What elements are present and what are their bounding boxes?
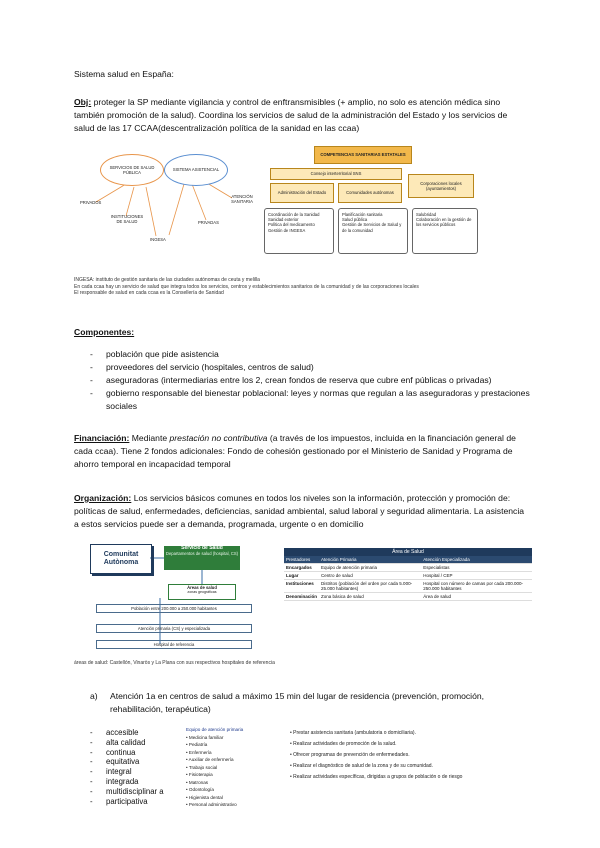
feature-item: - accesible: [90, 728, 180, 738]
table-cell: Instituciones: [284, 580, 319, 593]
team-item: • Odontología: [186, 787, 214, 792]
objective-paragraph: [74, 96, 528, 135]
list-estado-item: Sanidad exterior: [268, 217, 299, 223]
list-ccaa: [338, 208, 408, 254]
table-cell: Denominación: [286, 594, 318, 599]
ellipse-sistema-asistencial: SISTEMA ASISTENCIAL: [164, 154, 228, 186]
areas-sub: zonas geográficas: [187, 590, 217, 595]
financiacion-pre: Mediante: [129, 433, 170, 443]
function-item: • Ofrecer programas de prevención de enfermedades.: [290, 752, 410, 758]
table-cell: Lugar: [284, 572, 319, 580]
objective-text: proteger la SP mediante vigilancia y control de enftransmisibles (+ amplio, no solo es atención médica sino también promoción de la salud). Coordina los servicios de salud de la administración del Estado y los servicios de salud de las 17 CCAA(descentralización política de la sanidad en las ccaa): [74, 97, 508, 133]
team-item: • Medicina familiar: [186, 734, 224, 740]
list-corp-item: Colaboración en la gestión de los servicios públicos: [416, 217, 472, 228]
feature-item: - equitativa: [90, 757, 180, 767]
box-comunitat: Comunitat Autònoma: [90, 544, 152, 574]
function-item: • Realizar actividades de promoción de la salud.: [290, 741, 397, 747]
team-item: • Pediatría: [186, 742, 208, 747]
team-item: • Trabajo social: [186, 764, 218, 770]
table-cell: Zona básica de salud: [319, 593, 421, 601]
ellipse-salud-publica: SERVICIOS DE SALUD PÚBLICA: [100, 154, 164, 186]
diagram-health-services: [74, 150, 260, 252]
financiacion-label: Financiación:: [74, 433, 130, 443]
financiacion-post: (a través de los impuestos, incluida en la financiación general de cada ccaa). Tiene 2 fondos adicionales: Fondo de cohesión gestionado por el Ministerio de Sanidad y Programa de ahorro temporal en incapacidad temporal: [74, 433, 516, 469]
areas-title: Áreas de salud: [187, 585, 217, 590]
box-estado: Administración del Estado: [270, 183, 334, 203]
list-ccaa-item: Gestión de Servicios de Salud y de la comunidad: [342, 222, 402, 233]
feature-item: - participativa: [90, 797, 180, 807]
list-corporaciones: [412, 208, 478, 254]
table-row: [284, 580, 532, 593]
list-item: - gobierno responsable del bienestar poblacional: leyes y normas que regulan a las aseguradoras y prestaciones sociales: [90, 387, 530, 413]
list-corp-item: Salubridad: [416, 212, 437, 217]
feature-item: - integrada: [90, 777, 180, 787]
financiacion-paragraph: [74, 432, 526, 471]
box-servicio-salud: [164, 546, 240, 570]
organizacion-label: Organización:: [74, 493, 132, 503]
table-header: Atención Especializada: [421, 556, 532, 564]
table-cell: Hospital / CEP: [421, 572, 532, 580]
team-title: Equipo de atención primaria: [186, 727, 244, 732]
table-row: [284, 593, 532, 601]
team-list: [186, 726, 276, 809]
team-item: • Personal administrativo: [186, 802, 237, 807]
node-atencion: ATENCIÓN SANITARIA: [231, 194, 253, 205]
table-header: Atención Primaria: [319, 556, 421, 564]
functions-list: [290, 728, 530, 783]
list-item: - proveedores del servicio (hospitales, centros de salud): [90, 361, 530, 374]
node-instituciones: INSTITUCIONES DE SALUD: [110, 214, 144, 225]
financiacion-em: prestación no contributiva: [169, 433, 268, 443]
feature-item: - multidisciplinar a: [90, 787, 180, 797]
team-item: • Higienista dental: [186, 794, 223, 800]
note-line: INGESA: instituto de gestión sanitaria de las ciudades autónomas de ceuta y melilla: [74, 277, 260, 283]
box-hospital: Hospital de referencia: [96, 640, 252, 649]
list-item: - población que pide asistencia: [90, 348, 530, 361]
list-estado-item: Política del medicamento: [268, 222, 315, 228]
list-estado-item: Gestión de INGESA: [268, 227, 306, 233]
box-poblacion: Población entre 200.000 a 250.000 habitantes: [96, 604, 252, 613]
atencion-text: Atención 1a en centros de salud a máximo 15 min del lugar de residencia (prevención, promoción, rehabilitación, terapéutica): [110, 691, 485, 714]
table-row: [284, 572, 532, 580]
list-estado: [264, 208, 334, 254]
table-cell: Encargados: [284, 564, 319, 572]
table-cell: Área de salud: [421, 593, 532, 601]
box-consejo: Consejo interterritorial SNS: [270, 168, 402, 180]
table-cell: Centro de salud: [319, 572, 421, 580]
features-list: [90, 728, 180, 806]
list-ccaa-item: Salud pública: [342, 217, 368, 223]
objective-label: Obj:: [74, 97, 92, 107]
box-corporaciones: Corporaciones locales (ayuntamientos): [408, 174, 474, 198]
notes-1: [74, 277, 544, 297]
list-estado-item: Coordinación de la Sanidad: [268, 212, 320, 217]
area-table: [284, 548, 532, 601]
node-privados: PRIVADOS: [80, 200, 102, 205]
team-item: • Matronas: [186, 779, 209, 785]
table-cell: Equipo de atención primaria: [319, 564, 421, 572]
list-item: - aseguradoras (intermediarias entre los 2, crean fondos de reserva que cubre enf públicas o privadas): [90, 374, 530, 387]
feature-item: [90, 738, 180, 748]
team-item: • Fisioterapia: [186, 772, 213, 777]
feature-text: alta calidad: [106, 737, 146, 747]
team-item: • Auxiliar de enfermería: [186, 757, 234, 762]
note-line: En cada ccaa hay un servicio de salud que integra todos los servicios, centros y establecimientos sanitarios de la comunidad y de las corporaciones locales: [74, 283, 419, 290]
table-header-row: [284, 556, 532, 564]
list-ccaa-item: Planificación sanitaria: [342, 212, 383, 217]
function-item: • Realizar actividades específicas, dirigidas a grupos de población o de riesgo: [290, 774, 463, 780]
page-title: Sistema salud en España:: [74, 69, 174, 79]
area-table-title: Área de Salud: [284, 548, 532, 556]
diagram-areas-salud: [90, 544, 276, 656]
box-atencion: Atención primaria (CS) y especializada: [96, 624, 252, 633]
feature-item: - integral: [90, 767, 180, 777]
box-competencias: COMPETENCIAS SANITARIAS ESTATALES: [314, 146, 412, 164]
node-privadas: PRIVADAS: [198, 220, 219, 225]
table-row: [284, 564, 532, 572]
table-cell: Distritos (población del orden por cada 5.000-25.000 habitantes): [319, 580, 421, 593]
servicio-title: Servicio de Salud: [181, 545, 223, 551]
componentes-heading: Componentes:: [74, 327, 135, 337]
componentes-list: [90, 348, 530, 413]
feature-item: - continua: [90, 748, 180, 758]
team-item: • Enfermería: [186, 749, 212, 755]
function-item: • Prestar asistencia sanitaria (ambulatoria o domiciliaria).: [290, 730, 416, 736]
note-areas: áreas de salud: Castellón, Vinaròs y La Plana con sus respectivos hospitales de referencia: [74, 660, 275, 666]
atencion-marker: a): [90, 691, 98, 701]
box-areas: [168, 584, 236, 600]
organizacion-paragraph: [74, 492, 526, 531]
table-header: Prestadores: [284, 556, 319, 564]
function-item: • Realizar el diagnóstico de salud de la zona y de su comunidad.: [290, 763, 433, 769]
note-line: El responsable de salud en cada ccaa es la Consellería de Sanidad: [74, 290, 224, 296]
node-ingesa: INGESA: [150, 237, 166, 242]
diagram-competencias: [262, 146, 528, 258]
table-cell: Especialistas: [421, 564, 532, 572]
servicio-sub: Departamentos de salud (hospital, CS): [165, 551, 239, 557]
organizacion-text: Los servicios básicos comunes en todos los niveles son la información, protección y promoción de: políticas de salud, enfermedades, deficiencias, sanidad ambiental, salud laboral y seguridad alimentaria. La asistencia a estos servicios puede ser a demanda, programada, urgente o en domicilio: [74, 493, 525, 529]
area-table-grid: [284, 556, 532, 601]
box-ccaa: Comunidades autónomas: [338, 183, 402, 203]
table-cell: Hospital con número de camas por cada 200.000-250.000 habitantes: [421, 580, 532, 593]
